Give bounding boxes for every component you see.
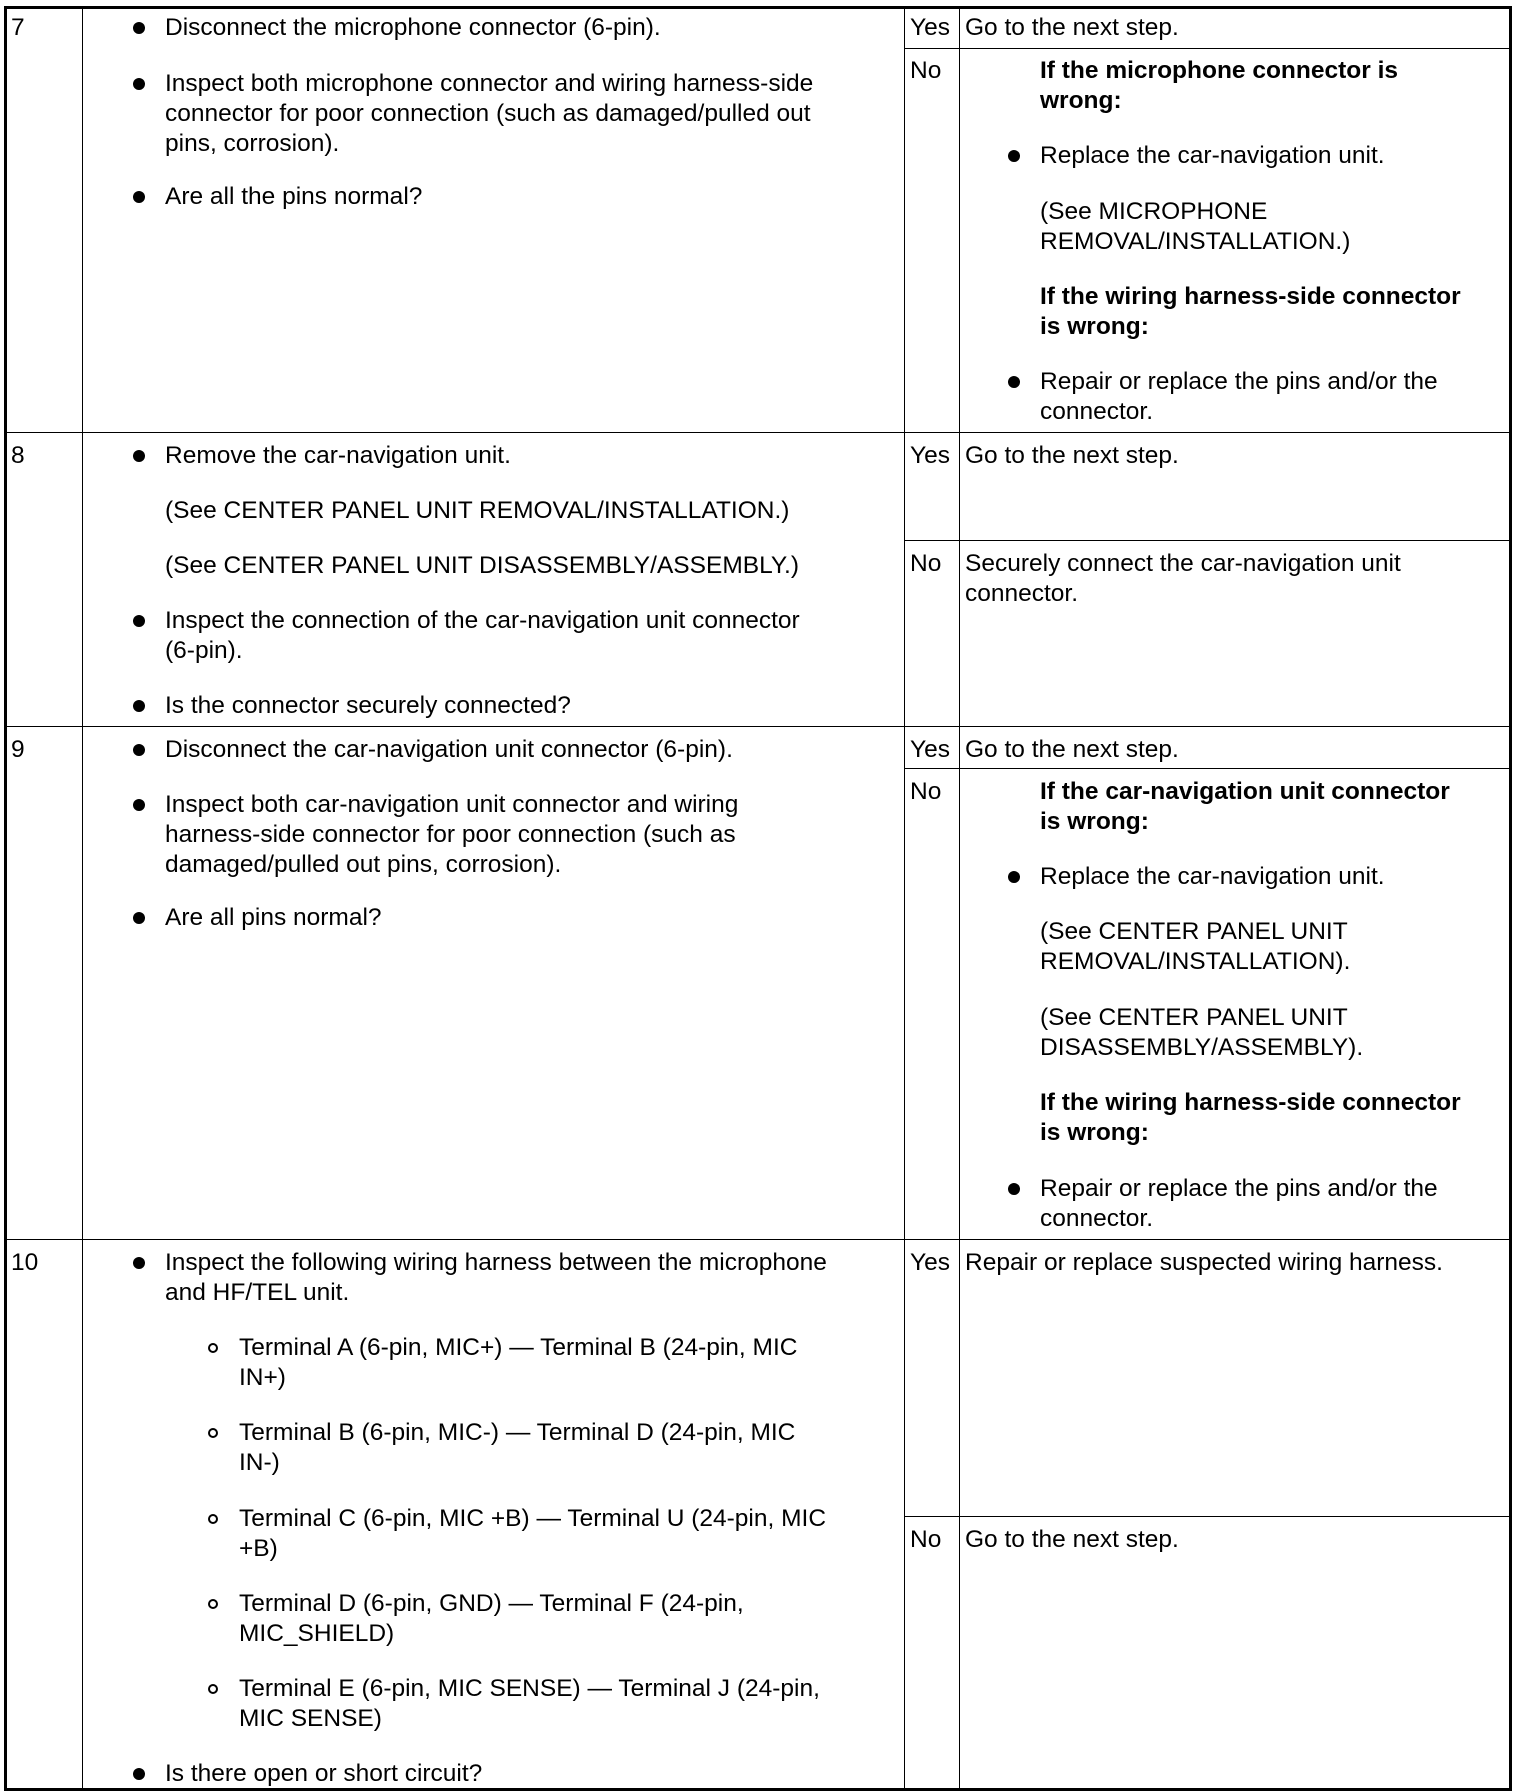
inspection-text: Inspect the connection of the car-navigation unit connector [165, 607, 800, 634]
yes-label: Yes [910, 14, 950, 41]
no-action: connector. [1040, 1205, 1154, 1232]
column-divider-result [959, 6, 960, 1791]
no-action: Repair or replace the pins and/or the [1040, 1175, 1438, 1202]
no-action: Replace the car-navigation unit. [1040, 863, 1385, 890]
inspection-text: Are all pins normal? [165, 904, 382, 931]
step-number: 10 [11, 1249, 39, 1276]
bullet-icon [133, 912, 145, 924]
inspection-text: Disconnect the car-navigation unit connector (6-pin). [165, 736, 733, 763]
bullet-icon [1008, 150, 1020, 162]
inspection-text: and HF/TEL unit. [165, 1279, 350, 1306]
no-action: connector. [965, 580, 1079, 607]
no-action: Repair or replace the pins and/or the [1040, 368, 1438, 395]
no-action: connector. [1040, 398, 1154, 425]
inspection-text: Are all the pins normal? [165, 183, 423, 210]
no-action: (See CENTER PANEL UNIT [1040, 918, 1348, 945]
no-action: Replace the car-navigation unit. [1040, 142, 1385, 169]
row-divider [4, 1239, 1512, 1240]
inspection-text: Is the connector securely connected? [165, 692, 571, 719]
column-divider-step [82, 6, 83, 1791]
sub-bullet-icon [208, 1428, 218, 1438]
terminal-check: Terminal B (6-pin, MIC-) — Terminal D (24-pin, MIC [239, 1419, 796, 1446]
result-divider [904, 48, 1512, 49]
sub-bullet-icon [208, 1599, 218, 1609]
condition-heading: is wrong: [1040, 313, 1149, 340]
condition-heading: If the microphone connector is [1040, 57, 1399, 84]
terminal-check: MIC SENSE) [239, 1705, 382, 1732]
bullet-icon [133, 78, 145, 90]
yes-action: Go to the next step. [965, 736, 1179, 763]
condition-heading: is wrong: [1040, 808, 1149, 835]
bullet-icon [1008, 871, 1020, 883]
result-divider [904, 540, 1512, 541]
terminal-check: Terminal C (6-pin, MIC +B) — Terminal U (24-pin, MIC [239, 1505, 827, 1532]
inspection-text: Is there open or short circuit? [165, 1760, 483, 1787]
inspection-text: (See CENTER PANEL UNIT DISASSEMBLY/ASSEMBLY.) [165, 552, 800, 579]
bullet-icon [133, 799, 145, 811]
no-action: (See MICROPHONE [1040, 198, 1268, 225]
inspection-text: Remove the car-navigation unit. [165, 442, 511, 469]
condition-heading: If the car-navigation unit connector [1040, 778, 1450, 805]
no-label: No [910, 1526, 942, 1553]
no-label: No [910, 57, 942, 84]
bullet-icon [133, 22, 145, 34]
inspection-text: connector for poor connection (such as damaged/pulled out [165, 100, 811, 127]
row-divider [4, 432, 1512, 433]
condition-heading: is wrong: [1040, 1119, 1149, 1146]
yes-action: Go to the next step. [965, 14, 1179, 41]
inspection-text: (6-pin). [165, 637, 243, 664]
bullet-icon [1008, 376, 1020, 388]
inspection-text: (See CENTER PANEL UNIT REMOVAL/INSTALLATION.) [165, 497, 790, 524]
inspection-text: pins, corrosion). [165, 130, 340, 157]
yes-action: Repair or replace suspected wiring harness. [965, 1249, 1443, 1276]
bullet-icon [1008, 1183, 1020, 1195]
no-action: REMOVAL/INSTALLATION). [1040, 948, 1351, 975]
no-action: (See CENTER PANEL UNIT [1040, 1004, 1348, 1031]
bullet-icon [133, 615, 145, 627]
condition-heading: If the wiring harness-side connector [1040, 1089, 1461, 1116]
yes-action: Go to the next step. [965, 442, 1179, 469]
no-action: DISASSEMBLY/ASSEMBLY). [1040, 1034, 1364, 1061]
no-label: No [910, 778, 942, 805]
bullet-icon [133, 191, 145, 203]
no-action: Go to the next step. [965, 1526, 1179, 1553]
sub-bullet-icon [208, 1514, 218, 1524]
sub-bullet-icon [208, 1343, 218, 1353]
terminal-check: Terminal A (6-pin, MIC+) — Terminal B (24-pin, MIC [239, 1334, 798, 1361]
inspection-text: Inspect both car-navigation unit connector and wiring [165, 791, 739, 818]
terminal-check: Terminal D (6-pin, GND) — Terminal F (24-pin, [239, 1590, 744, 1617]
row-divider [4, 726, 1512, 727]
result-divider [904, 1516, 1512, 1517]
no-label: No [910, 550, 942, 577]
inspection-text: harness-side connector for poor connection (such as [165, 821, 736, 848]
inspection-text: Disconnect the microphone connector (6-pin). [165, 14, 661, 41]
inspection-text: Inspect both microphone connector and wiring harness-side [165, 70, 814, 97]
terminal-check: IN-) [239, 1449, 280, 1476]
bullet-icon [133, 1257, 145, 1269]
step-number: 8 [11, 442, 25, 469]
sub-bullet-icon [208, 1684, 218, 1694]
yes-label: Yes [910, 736, 950, 763]
inspection-text: Inspect the following wiring harness between the microphone [165, 1249, 827, 1276]
terminal-check: MIC_SHIELD) [239, 1620, 395, 1647]
condition-heading: If the wiring harness-side connector [1040, 283, 1461, 310]
bullet-icon [133, 700, 145, 712]
step-number: 7 [11, 14, 25, 41]
condition-heading: wrong: [1040, 87, 1122, 114]
yes-label: Yes [910, 442, 950, 469]
no-action: Securely connect the car-navigation unit [965, 550, 1401, 577]
bullet-icon [133, 450, 145, 462]
bullet-icon [133, 1768, 145, 1780]
inspection-text: damaged/pulled out pins, corrosion). [165, 851, 562, 878]
terminal-check: IN+) [239, 1364, 286, 1391]
terminal-check: +B) [239, 1535, 278, 1562]
column-divider-inspection [904, 6, 905, 1791]
step-number: 9 [11, 736, 25, 763]
result-divider [904, 768, 1512, 769]
terminal-check: Terminal E (6-pin, MIC SENSE) — Terminal J (24-pin, [239, 1675, 820, 1702]
bullet-icon [133, 744, 145, 756]
yes-label: Yes [910, 1249, 950, 1276]
no-action: REMOVAL/INSTALLATION.) [1040, 228, 1351, 255]
